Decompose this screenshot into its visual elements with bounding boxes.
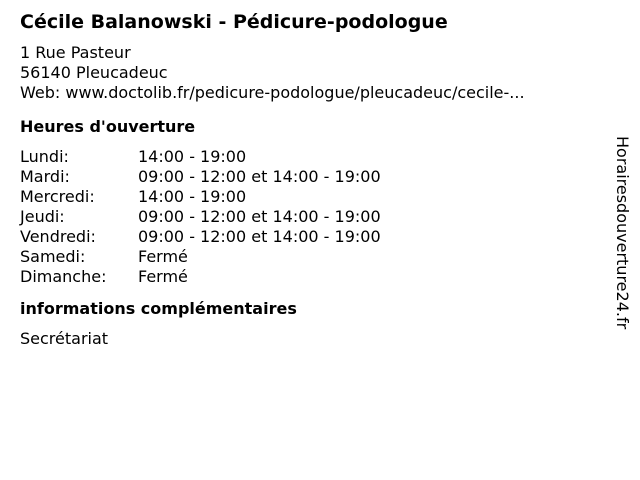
business-card bbox=[20, 0, 600, 349]
additional-info-text: Secrétariat bbox=[20, 329, 109, 348]
day-hours: 14:00 - 19:00 bbox=[138, 147, 247, 166]
day-hours: 14:00 - 19:00 bbox=[138, 187, 247, 206]
hours-row-friday bbox=[20, 227, 600, 247]
day-hours: Fermé bbox=[138, 267, 188, 286]
day-label: Mardi: bbox=[20, 167, 70, 186]
city-address: 56140 Pleucadeuc bbox=[20, 63, 168, 82]
website-link[interactable]: Web: www.doctolib.fr/pedicure-podologue/pleucadeuc/cecile-... bbox=[20, 83, 525, 102]
day-label: Lundi: bbox=[20, 147, 69, 166]
opening-hours-list bbox=[20, 147, 600, 287]
day-label: Jeudi: bbox=[20, 207, 65, 226]
hours-row-thursday bbox=[20, 207, 600, 227]
opening-hours-title: Heures d'ouverture bbox=[20, 117, 196, 136]
hours-row-monday bbox=[20, 147, 600, 167]
site-brand-label: Horairesdouverture24.fr bbox=[613, 136, 632, 330]
day-hours: 09:00 - 12:00 et 14:00 - 19:00 bbox=[138, 167, 381, 186]
day-hours: 09:00 - 12:00 et 14:00 - 19:00 bbox=[138, 207, 381, 226]
day-label: Samedi: bbox=[20, 247, 86, 266]
street-address: 1 Rue Pasteur bbox=[20, 43, 131, 62]
hours-row-tuesday bbox=[20, 167, 600, 187]
additional-info-title: informations complémentaires bbox=[20, 299, 297, 318]
hours-row-wednesday bbox=[20, 187, 600, 207]
day-hours: Fermé bbox=[138, 247, 188, 266]
address-block bbox=[20, 43, 600, 103]
hours-row-sunday bbox=[20, 267, 600, 287]
business-name: Cécile Balanowski - Pédicure-podologue bbox=[20, 11, 448, 33]
day-label: Vendredi: bbox=[20, 227, 96, 246]
day-label: Dimanche: bbox=[20, 267, 107, 286]
day-label: Mercredi: bbox=[20, 187, 95, 206]
day-hours: 09:00 - 12:00 et 14:00 - 19:00 bbox=[138, 227, 381, 246]
hours-row-saturday bbox=[20, 247, 600, 267]
